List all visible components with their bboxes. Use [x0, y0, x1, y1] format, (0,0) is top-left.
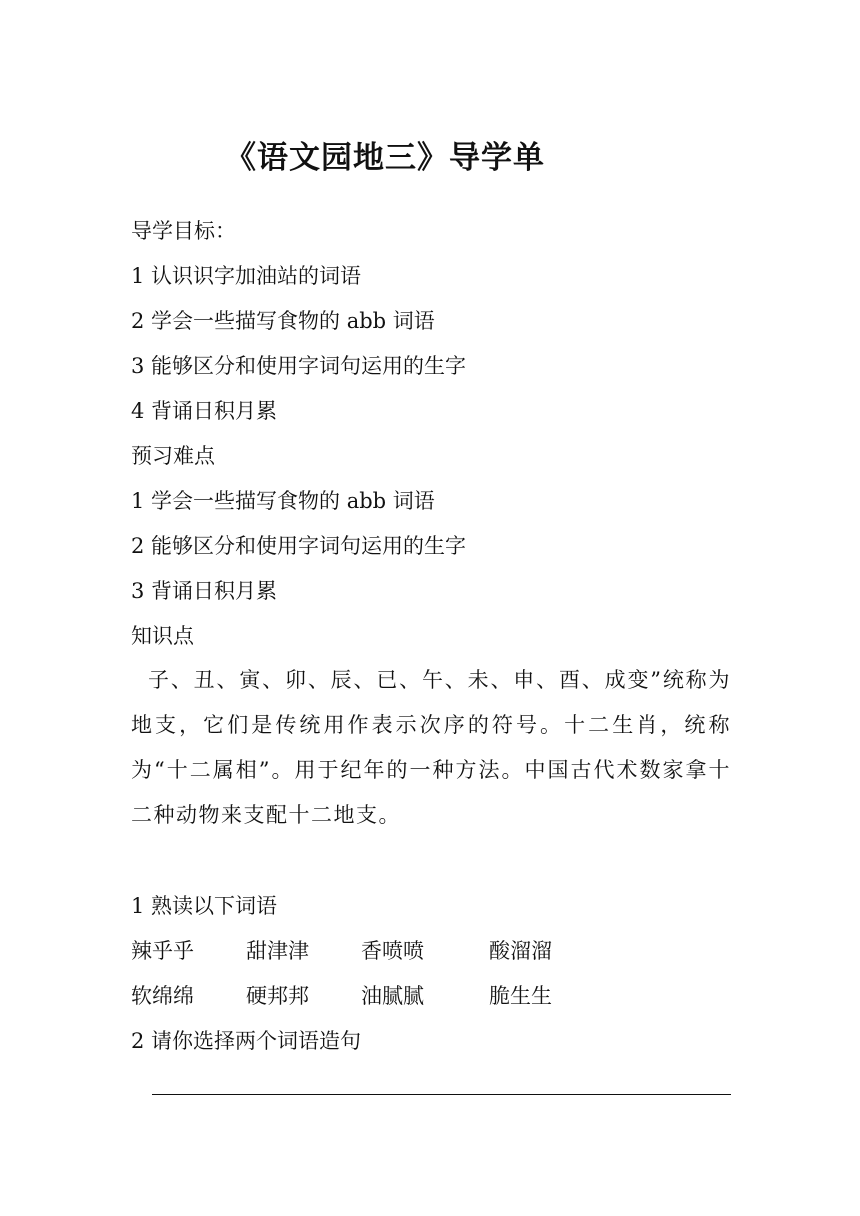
- knowledge-heading: 知识点: [131, 624, 194, 648]
- difficulties-heading: 预习难点: [131, 444, 215, 468]
- word-row-1: [131, 936, 579, 966]
- goal-item-2: 2 学会一些描写食物的 abb 词语: [131, 309, 435, 333]
- word: 脆生生: [489, 984, 552, 1008]
- goal-item-1: 1 认识识字加油站的词语: [131, 264, 362, 288]
- goal-item-4: 4 背诵日积月累: [131, 399, 278, 423]
- difficulty-item-2: 2 能够区分和使用字词句运用的生字: [131, 534, 467, 558]
- difficulty-item-3: 3 背诵日积月累: [131, 579, 278, 603]
- exercise2-heading: 2 请你选择两个词语造句: [131, 1029, 362, 1053]
- difficulty-item-1: 1 学会一些描写食物的 abb 词语: [131, 489, 435, 513]
- word: 软绵绵: [131, 984, 194, 1008]
- answer-line: [152, 1094, 731, 1095]
- word: 酸溜溜: [489, 939, 552, 963]
- word: 辣乎乎: [131, 939, 194, 963]
- word: 硬邦邦: [246, 984, 309, 1008]
- document-title: 《语文园地三》导学单: [225, 140, 545, 176]
- word: 香喷喷: [361, 939, 424, 963]
- exercise1-heading: 1 熟读以下词语: [131, 894, 278, 918]
- word: 甜津津: [246, 939, 309, 963]
- word-row-2: [131, 981, 579, 1011]
- knowledge-paragraph: 子、丑、寅、卯、辰、已、午、未、申、酉、成变”统称为地支，它们是传统用作表示次序的符号。十二生肖，统称为“十二属相”。用于纪年的一种方法。中国古代术数家拿十二种动物来支配十二地支。: [131, 668, 731, 827]
- word: 油腻腻: [361, 984, 424, 1008]
- goal-item-3: 3 能够区分和使用字词句运用的生字: [131, 354, 467, 378]
- goals-heading: 导学目标：: [131, 219, 236, 243]
